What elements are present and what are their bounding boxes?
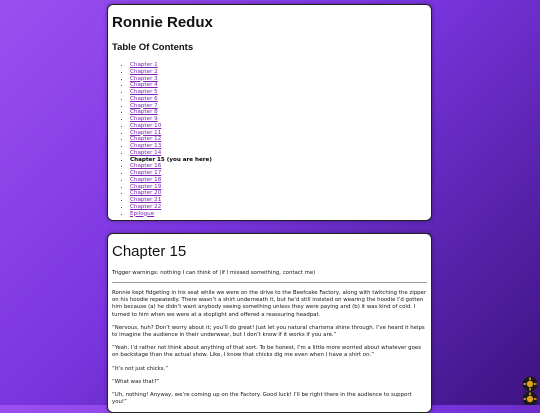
trigger-warning: Trigger warnings: nothing I can think of (if I missed something, contact me): [112, 270, 316, 276]
toc-link[interactable]: Chapter 2: [130, 68, 158, 75]
site-title: Ronnie Redux: [112, 14, 213, 31]
toc-item: [130, 109, 427, 116]
chapter-paragraph: “Yeah, I’d rather not think about anything of that sort. To be honest, I’m a little more worried about whatever goes on backstage than the actual show. Like, I know that chicks dig me even when I have a shirt on.”: [112, 345, 422, 359]
toc-link[interactable]: Epilogue: [130, 210, 155, 217]
toc-link[interactable]: Chapter 3: [130, 75, 158, 82]
toc-link[interactable]: Chapter 5: [130, 89, 158, 95]
toc-item: [130, 204, 427, 211]
chapter-paragraph: “Nervous, huh? Don’t worry about it; you’ll do great! Just let you natural charisma shine through. I’ve heard it helps to imagine the audience in their underwear, but I don’t know if it works if you are.”: [112, 324, 425, 339]
toc-panel: [107, 4, 432, 221]
toc-link[interactable]: Chapter 4: [130, 82, 158, 89]
toc-item: [130, 82, 427, 89]
toc-item: [130, 62, 427, 69]
chapter-panel: [107, 233, 432, 413]
toc-link[interactable]: Chapter 21: [130, 197, 162, 203]
toc-item: [130, 163, 427, 170]
toc-item: [130, 103, 427, 110]
toc-item: [130, 190, 427, 197]
chapter-title: Chapter 15: [112, 243, 187, 260]
toc-item: [130, 197, 427, 204]
toc-item: [130, 116, 427, 123]
toc-link[interactable]: Chapter 19: [130, 183, 162, 190]
chapter-paragraph: “Uh, nothing! Anyway, we’re coming up on the Factory. Good luck! I’ll be right there in the audience to support you!”: [112, 392, 412, 406]
toc-link[interactable]: Chapter 13: [130, 143, 162, 149]
toc-item: [130, 143, 427, 150]
toc-item: [130, 96, 427, 103]
chapter-paragraph: Ronnie kept fidgeting in his seat while we were on the drive to the Beefcake Factory, along with twitching the zipper on his hoodie repeatedly. There wasn’t a shirt underneath it, but he’d still insisted on wearing the hoodie I’d gotten him because (a) he didn’t want anybody seeing something unless they were paying and (b) it was kind of cold. I turned to him when we were at a stoplight and offered a reassuring headpat.: [112, 290, 427, 318]
toc-heading: Table Of Contents: [112, 42, 194, 53]
toc-link[interactable]: Chapter 7: [130, 102, 158, 109]
toc-item: [130, 150, 427, 157]
toc-link[interactable]: Chapter 6: [130, 95, 158, 102]
toc-list: [112, 62, 427, 217]
divider: [112, 282, 427, 283]
toc-item: [130, 177, 427, 184]
toc-link[interactable]: Chapter 22: [130, 203, 162, 210]
toc-link[interactable]: Chapter 16: [130, 163, 162, 170]
toc-item: [130, 184, 427, 191]
toc-link[interactable]: Chapter 18: [130, 176, 162, 183]
toc-link[interactable]: Chapter 11: [130, 129, 162, 136]
chapter-body: [112, 290, 427, 406]
toc-item: [130, 69, 427, 76]
toc-link[interactable]: Chapter 9: [130, 116, 158, 122]
toc-link[interactable]: Chapter 14: [130, 149, 162, 156]
toc-item: [130, 157, 427, 164]
toc-item: [130, 211, 427, 218]
toc-item: [130, 123, 427, 130]
toc-link[interactable]: Chapter 12: [130, 136, 162, 143]
sun-gear-icon[interactable]: [520, 375, 540, 405]
toc-item: [130, 76, 427, 83]
toc-item: [130, 89, 427, 96]
toc-link[interactable]: Chapter 1: [130, 62, 158, 68]
toc-link[interactable]: Chapter 10: [130, 122, 162, 129]
chapter-paragraph: “What was that?”: [112, 378, 160, 385]
toc-item: [130, 130, 427, 137]
toc-link[interactable]: Chapter 8: [130, 109, 158, 116]
toc-link[interactable]: Chapter 20: [130, 190, 162, 197]
toc-item: [130, 136, 427, 143]
chapter-paragraph: “It’s not just chicks.”: [112, 365, 169, 372]
toc-current-chapter: Chapter 15 (you are here): [130, 156, 212, 163]
toc-link[interactable]: Chapter 17: [130, 170, 162, 176]
toc-item: [130, 170, 427, 177]
